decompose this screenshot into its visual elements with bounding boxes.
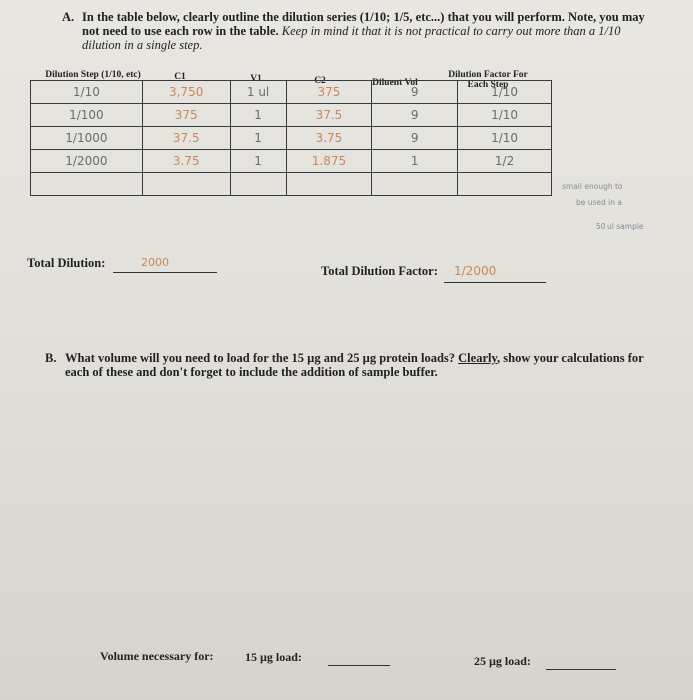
load-15-label: 15 µg load: [245, 650, 302, 664]
cell-v1 [230, 173, 286, 196]
cell-v1: 1 [230, 104, 286, 127]
header-c1: C1 [174, 72, 186, 82]
cell-diluent: 9 [372, 81, 458, 104]
cell-c2 [286, 173, 372, 196]
total-dilution-factor-label: Total Dilution Factor: [321, 264, 438, 278]
cell-v1: 1 [230, 127, 286, 150]
cell-step: 1/100 [31, 104, 143, 127]
cell-c2: 1.875 [286, 150, 372, 173]
volume-necessary-label: Volume necessary for: [100, 649, 214, 663]
cell-c2: 375 [286, 81, 372, 104]
table-row [31, 81, 552, 104]
load-25-label: 25 µg load: [474, 654, 531, 668]
cell-step: 1/2000 [31, 150, 143, 173]
cell-diluent: 1 [372, 150, 458, 173]
cell-c1: 3.75 [142, 150, 230, 173]
table-row [31, 127, 552, 150]
side-note-line-3: 50 ul sample [596, 222, 644, 231]
dilution-table [30, 80, 552, 196]
cell-factor: 1/10 [458, 127, 552, 150]
load-15-answer-line [328, 651, 390, 666]
cell-c2: 3.75 [286, 127, 372, 150]
header-c2: C2 [314, 76, 326, 86]
cell-c1 [142, 173, 230, 196]
question-b-label: B. [45, 351, 57, 365]
cell-factor: 1/10 [458, 104, 552, 127]
cell-step: 1/1000 [31, 127, 143, 150]
total-dilution-line [113, 258, 217, 273]
side-note-line-2: be used in a [576, 198, 622, 207]
header-diluent-vol: Diluent Vol [372, 78, 418, 88]
cell-c1: 375 [142, 104, 230, 127]
cell-v1: 1 [230, 150, 286, 173]
load-25-answer-line [546, 655, 616, 670]
cell-step: 1/10 [31, 81, 143, 104]
question-a-note: Keep in mind it that it is not practical to carry out more than a 1/10 dilution in a single step. [82, 24, 621, 52]
table-row [31, 104, 552, 127]
header-v1: V1 [250, 74, 262, 84]
cell-diluent: 9 [372, 104, 458, 127]
cell-diluent [372, 173, 458, 196]
cell-factor: 1/10 [458, 81, 552, 104]
question-a [62, 10, 662, 52]
header-dilution-step: Dilution Step (1/10, etc) [45, 70, 141, 80]
cell-c1: 37.5 [142, 127, 230, 150]
cell-factor: 1/2 [458, 150, 552, 173]
cell-factor [458, 173, 552, 196]
question-b-underlined: Clearly [458, 351, 498, 365]
header-dilution-factor: Dilution Factor For Each Step [448, 70, 528, 90]
table-row [31, 150, 552, 173]
cell-c1: 3,750 [142, 81, 230, 104]
side-note-line-1: small enough to [562, 182, 623, 191]
question-b [45, 351, 665, 379]
question-a-text: In the table below, clearly outline the dilution series (1/10; 1/5, etc...) that you will perform. Note, you may not need to use each row in the table. Keep in mind it that it is not practical to carry out more than a 1/10 dilution in a single step. [82, 10, 645, 52]
total-dilution-label: Total Dilution: [27, 256, 106, 270]
total-dilution-factor-value: 1/2000 [454, 264, 497, 278]
question-b-text: What volume will you need to load for the 15 µg and 25 µg protein loads? Clearly, show your calculations for each of these and don't forget to include the addition of sample buffer. [65, 351, 644, 379]
cell-v1: 1 ul [230, 81, 286, 104]
cell-diluent: 9 [372, 127, 458, 150]
cell-c2: 37.5 [286, 104, 372, 127]
total-dilution-factor-line [444, 264, 546, 283]
cell-step [31, 173, 143, 196]
table-row [31, 173, 552, 196]
question-a-label: A. [62, 10, 75, 24]
total-dilution-value: 2000 [141, 256, 169, 269]
